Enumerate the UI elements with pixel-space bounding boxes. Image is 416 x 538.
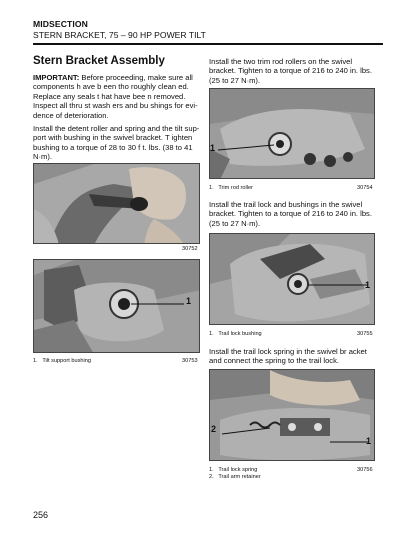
tilt-support-bushing-photo [34,260,200,353]
caption-line [209,474,261,481]
page-number: 256 [33,510,49,520]
figure-number: 30756 [357,467,373,473]
figure-detent-roller [33,163,200,244]
figure-trim-rod-roller [209,88,375,179]
section-subtitle: STERN BRACKET, 75 – 90 HP POWER TILT [33,30,206,40]
important-note [33,73,201,120]
figure-tilt-support-bushing [33,259,200,353]
callout-1: 1 [210,143,216,153]
callout-1: 1 [366,436,372,446]
trail-lock-spring-photo [210,370,375,461]
header-rule [33,43,383,45]
trim-rod-roller-photo [210,89,375,179]
section-header: MIDSECTION [33,19,88,29]
figure-number: 30752 [182,246,198,252]
caption-text: Trail arm retainer [218,473,261,480]
figure-trail-lock-bushing [209,233,375,325]
callout-2: 2 [211,424,217,434]
caption-text: Trail lock spring [218,467,258,473]
figure-number: 30754 [357,185,373,191]
caption-number: 1. [209,467,214,473]
page-title: Stern Bracket Assembly [33,55,165,67]
caption-text: Trail lock bushing [218,331,262,337]
trail-lock-bushing-photo [210,234,375,325]
figure-caption [209,185,253,192]
step-trim-rod-rollers: Install the two trim rod rollers on the swivel bracket. Tighten to a torque of 216 to 240 in. lbs. (25 to 27 N·m). [209,57,372,85]
step-trail-lock: Install the trail lock and bushings in the swivel bracket. Tighten to a torque of 216 to 240 in. lbs. (25 to 27 N·m). [209,200,372,228]
detent-roller-photo [34,164,200,244]
caption-text: Tilt support bushing [42,358,91,364]
figure-caption [209,467,261,481]
figure-number: 30755 [357,331,373,337]
caption-text: Trim rod roller [218,185,253,191]
step-trail-lock-spring: Install the trail lock spring in the swivel br acket and connect the spring to the trail lock. [209,347,367,366]
caption-number: 1. [33,358,38,364]
step-detent-roller: Install the detent roller and spring and the tilt sup- port with bushing in the swivel bracket. T ighten bushing to a torque of 28 to 30 f t. lbs. (38 to 41 N·m). [33,124,200,162]
caption-number: 2. [209,473,214,480]
important-text: Before proceeding, make sure all components h ave b een tho roughly clean ed. Replace any seals t hat have bee n removed. Inspect all thru st wash ers and bu shings for evi- dence of deterioration. [33,73,198,120]
caption-number: 1. [209,185,214,191]
figure-number: 30753 [182,358,198,364]
figure-caption [33,358,91,365]
figure-trail-lock-spring [209,369,375,461]
callout-1: 1 [186,296,192,306]
caption-line [209,467,261,474]
figure-caption [209,331,262,338]
important-label: IMPORTANT: [33,73,80,82]
callout-1: 1 [365,280,371,290]
caption-number: 1. [209,331,214,337]
